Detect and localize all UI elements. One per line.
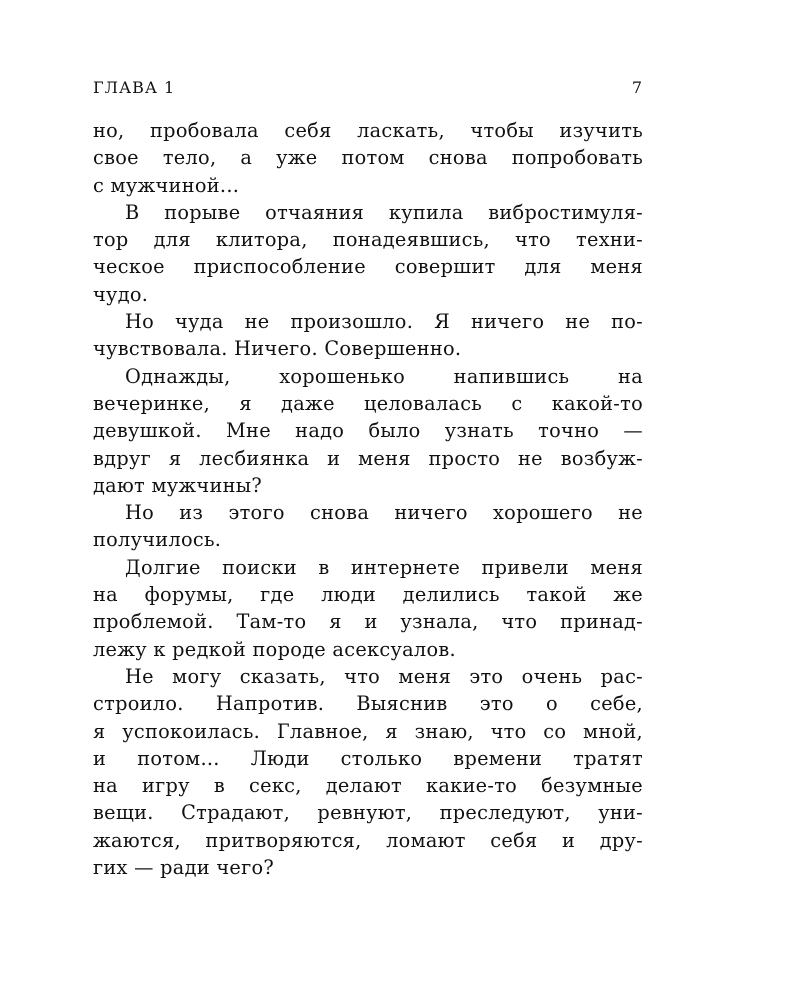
chapter-label: ГЛАВА 1 (93, 78, 176, 97)
running-head (93, 78, 643, 102)
text-line: девушкой. Мне надо было узнать точно — (93, 419, 643, 443)
text-line: но, пробовала себя ласкать, чтобы изучить (93, 119, 643, 142)
text-line: на форумы, где люди делились такой же (93, 583, 643, 607)
text-line: тор для клитора, понадеявшись, что техни- (93, 228, 643, 252)
text-line: и потом... Люди столько времени тратят (93, 746, 643, 770)
text-line: вещи. Страдают, ревнуют, преследуют, уни- (93, 801, 643, 825)
text-line: чудо. (93, 282, 149, 306)
text-line: Однажды, хорошенько напившись на (125, 364, 643, 388)
text-line: вдруг я лесбиянка и меня просто не возбуж- (93, 446, 643, 470)
text-line: лежу к редкой породе асексуалов. (93, 637, 456, 661)
text-line: Но из этого снова ничего хорошего не (125, 501, 643, 525)
text-line: Долгие поиски в интернете привели меня (125, 555, 643, 579)
text-line: Не могу сказать, что меня это очень рас- (125, 664, 643, 688)
text-line: получилось. (93, 528, 222, 552)
text-line: Но чуда не произошло. Я ничего не по- (125, 310, 643, 334)
text-line: ческое приспособление совершит для меня (93, 255, 643, 279)
text-line: строило. Напротив. Выяснив это о себе, (93, 692, 643, 716)
text-line: проблемой. Там-то я и узнала, что принад- (93, 610, 643, 634)
text-line: В порыве отчаяния купила вибростимуля- (125, 200, 643, 224)
text-line: жаются, притворяются, ломают себя и дру- (93, 828, 643, 852)
text-line: чувствовала. Ничего. Совершенно. (93, 337, 462, 361)
text-line: с мужчиной... (93, 173, 240, 197)
text-line: я успокоилась. Главное, я знаю, что со мной, (93, 719, 643, 743)
text-line: вечеринке, я даже целовалась с какой-то (93, 391, 643, 415)
text-line: свое тело, а уже потом снова попробовать (93, 146, 643, 170)
text-line: дают мужчины? (93, 473, 263, 497)
page-number: 7 (631, 78, 643, 97)
text-line: гих — ради чего? (93, 856, 275, 880)
text-line: на игру в секс, делают какие-то безумные (93, 774, 643, 798)
body-text (93, 117, 643, 881)
